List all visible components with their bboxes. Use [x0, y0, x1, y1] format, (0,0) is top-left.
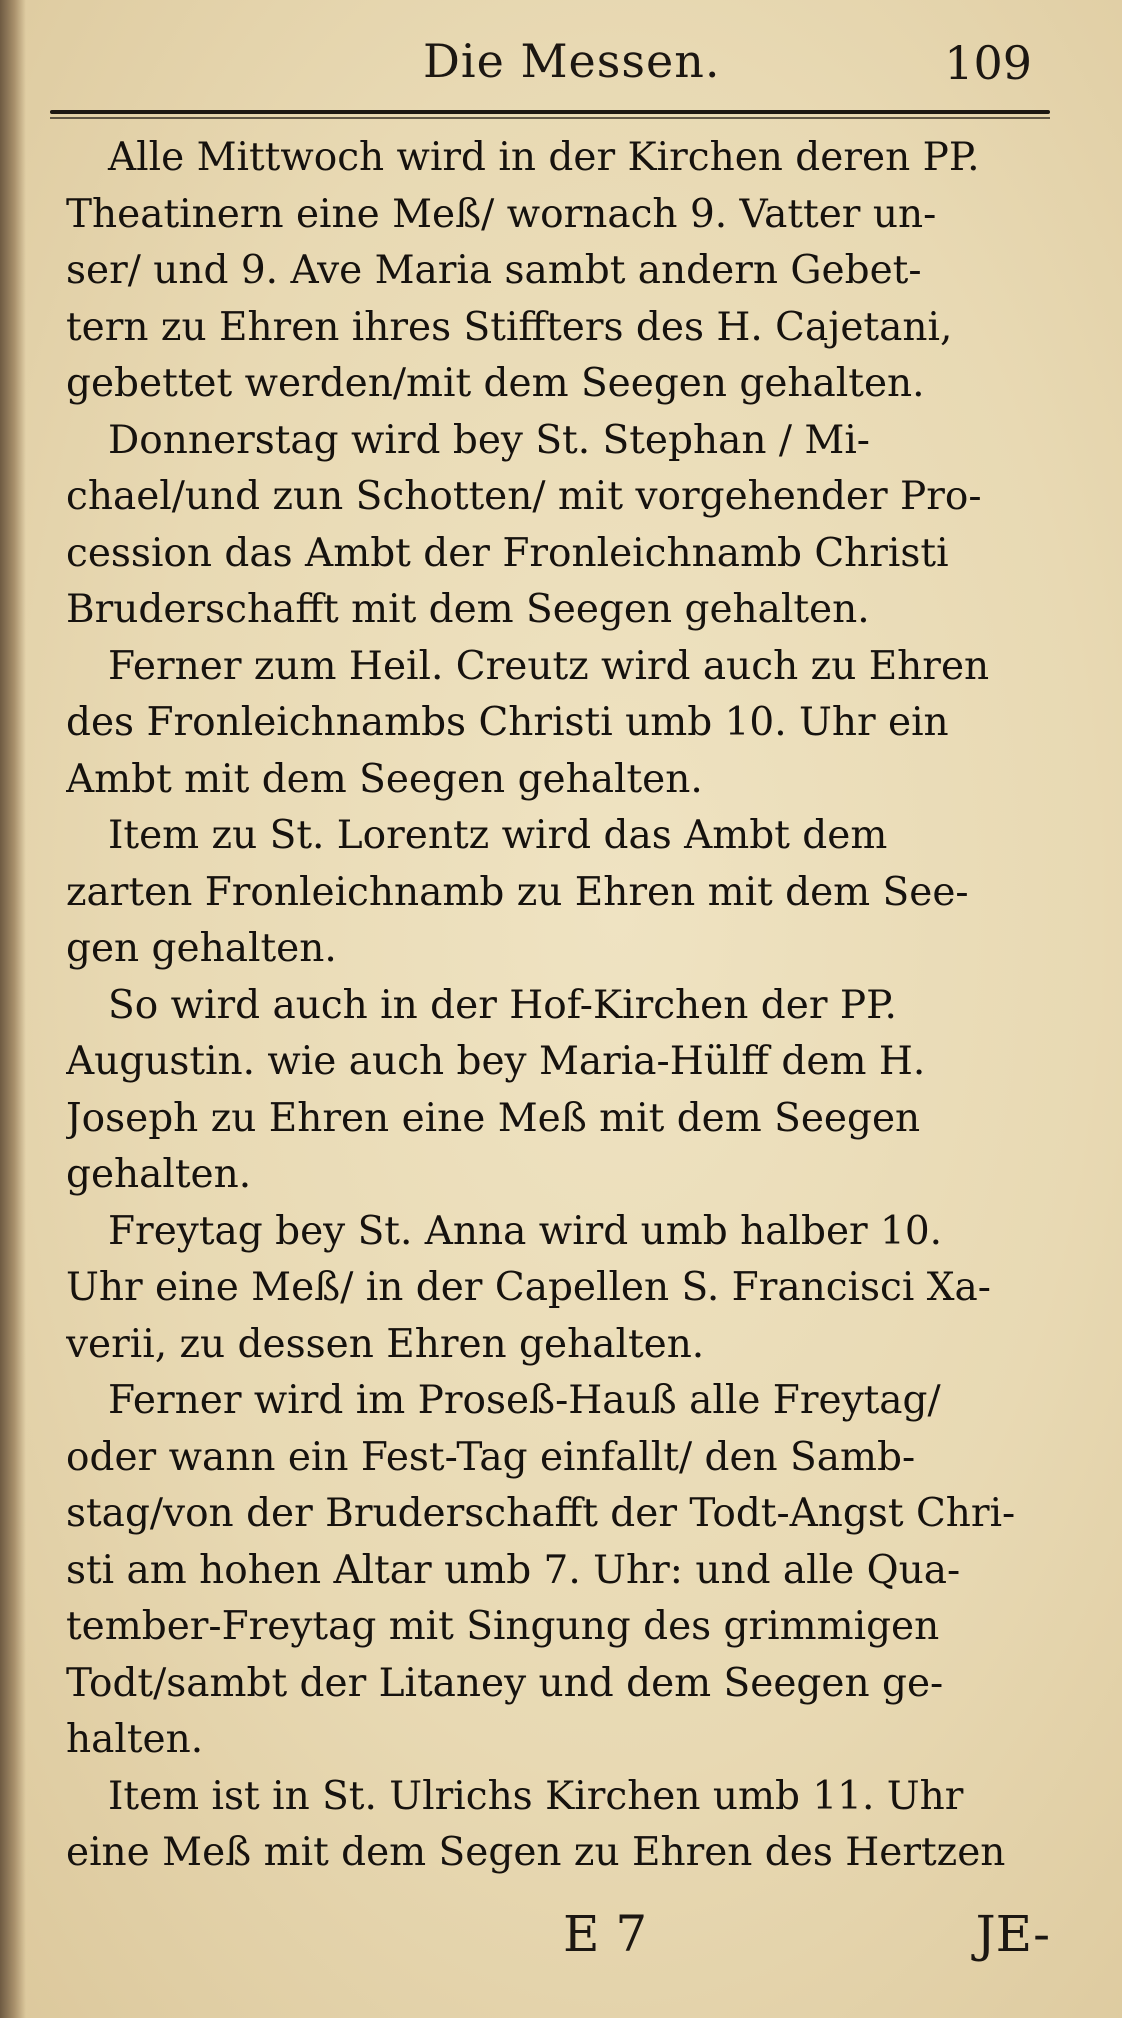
text-line: des Fronleichnambs Christi umb 10. Uhr ein	[66, 700, 949, 745]
header-rule	[50, 110, 1050, 114]
text-line: stag/von der Bruderschafft der Todt-Angst Chri-	[66, 1491, 1016, 1536]
running-title: Die Messen.	[423, 34, 721, 88]
text-line: oder wann ein Fest-Tag einfallt/ den Samb-	[66, 1434, 916, 1480]
text-line: chael/und zun Schotten/ mit vorgehender Pro-	[66, 474, 982, 519]
text-line: cession das Ambt der Fronleichnamb Christi	[66, 530, 949, 576]
text-line: So wird auch in der Hof-Kirchen der PP.	[108, 982, 897, 1028]
text-line: tember-Freytag mit Singung des grimmigen	[66, 1604, 940, 1649]
text-line: sti am hohen Altar umb 7. Uhr: und alle Qua-	[66, 1547, 961, 1593]
text-line: Freytag bey St. Anna wird umb halber 10.	[108, 1208, 943, 1254]
page-number: 109	[944, 36, 1032, 90]
text-line: Alle Mittwoch wird in der Kirchen deren PP.	[108, 135, 980, 180]
text-line: Uhr eine Meß/ in der Capellen S. Francisci Xa-	[66, 1265, 991, 1310]
page-header	[58, 34, 1050, 104]
text-line: Ferner zum Heil. Creutz wird auch zu Ehren	[108, 643, 990, 689]
text-line: Theatinern eine Meß/ wornach 9. Vatter un-	[66, 191, 937, 237]
catchword: JE-	[975, 1905, 1050, 1963]
text-line: Item ist in St. Ulrichs Kirchen umb 11. Uhr	[108, 1773, 964, 1819]
text-line: Todt/sambt der Litaney und dem Seegen ge-	[66, 1660, 944, 1706]
text-line: Bruderschafft mit dem Seegen gehalten.	[66, 587, 870, 632]
text-line: gen gehalten.	[66, 926, 337, 971]
text-line: tern zu Ehren ihres Stiffters des H. Cajetani,	[66, 304, 953, 350]
body-text	[66, 130, 1048, 1875]
text-line: gebettet werden/mit dem Seegen gehalten.	[66, 361, 925, 406]
text-line: Augustin. wie auch bey Maria-Hülff dem H.	[66, 1039, 926, 1084]
text-line: ser/ und 9. Ave Maria sambt andern Gebet-	[66, 248, 922, 293]
text-line: Ferner wird im Proseß-Hauß alle Freytag/	[108, 1378, 941, 1423]
text-line: zarten Fronleichnamb zu Ehren mit dem See-	[66, 869, 969, 915]
text-line: Ambt mit dem Seegen gehalten.	[66, 756, 703, 802]
signature-mark: E 7	[563, 1905, 648, 1963]
text-line: gehalten.	[66, 1152, 252, 1197]
text-line: Donnerstag wird bey St. Stephan / Mi-	[108, 417, 870, 463]
text-line: eine Meß mit dem Segen zu Ehren des Hertzen	[66, 1830, 1006, 1875]
text-line: halten.	[66, 1717, 204, 1762]
text-line: Joseph zu Ehren eine Meß mit dem Seegen	[66, 1095, 921, 1141]
page-gutter-shadow	[0, 0, 26, 2018]
page-footer	[58, 1905, 1050, 1985]
text-line: Item zu St. Lorentz wird das Ambt dem	[108, 813, 888, 858]
text-line: verii, zu dessen Ehren gehalten.	[66, 1321, 705, 1367]
